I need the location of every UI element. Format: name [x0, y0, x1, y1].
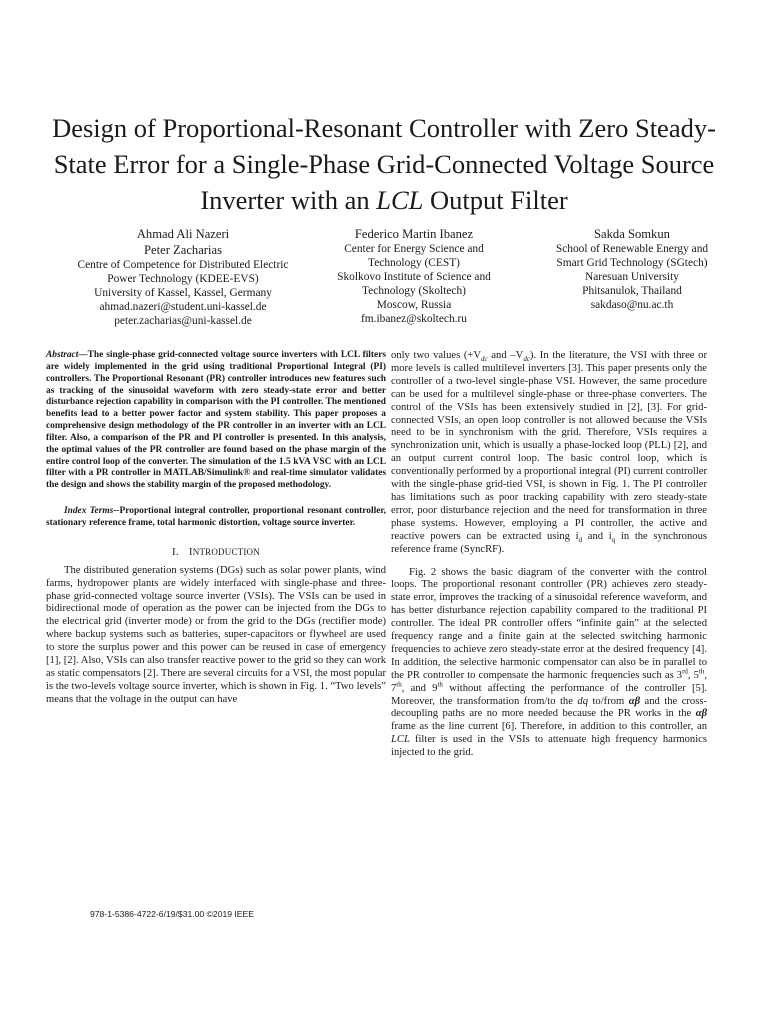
- author-name: Federico Martin Ibanez: [354, 227, 474, 241]
- section-heading: I. INTRODUCTION: [172, 545, 260, 558]
- affiliation-line: Technology (Skoltech): [362, 285, 466, 297]
- paper-title: Design of Proportional-Resonant Controller with Zero Steady-State Error for a Single-Phase Grid-Connected Voltage Source Inverter with an LCL Output Filter: [52, 113, 716, 215]
- affiliation-line: Technology (CEST): [368, 257, 460, 269]
- index-terms-lead: Index Terms: [64, 506, 114, 517]
- author-block-2: [316, 226, 512, 326]
- author-name: Peter Zacharias: [144, 243, 222, 257]
- affiliation-line: School of Renewable Energy and: [555, 243, 709, 255]
- index-terms-text: --Proportional integral controller, proportional resonant controller, stationary reference frame, total harmonic distortion, voltage source inverter.: [46, 506, 386, 528]
- abstract-text: —The single-phase grid-connected voltage source inverters with LCL filters are widely implemented in the grid using traditional Proportional Integral (PI) controllers. The Proportional Resonant (PR) controller introduces new features such as tracking of the sinusoidal waveform with zero steady-state error and better disturbance rejection capability in comparison with the PI controller. The mentioned benefits lead to a better power factor and system stability. This paper proposes a comprehensive design methodology of the PR controller in an inverter with an LCL filter. Also, a comparison of the PR and PI controller is presented. In this analysis, the optimal values of the PR controller are found based on the phase margin of the entire control loop of the converter. The simulation of the 1.5 kVA VSC with an LCL filter with a PR controller in MATLAB/Simulink® and real-time simulator validates the design and shows the stability margin of the proposed methodology.: [46, 350, 386, 491]
- author-block-1: [52, 226, 314, 328]
- index-terms: [46, 506, 386, 530]
- author-name: Sakda Somkun: [594, 227, 670, 241]
- author-block-3: [520, 226, 744, 312]
- copyright-footer: 978-1-5386-4722-6/19/$31.00 ©2019 IEEE: [90, 909, 255, 919]
- author-email: fm.ibanez@skoltech.ru: [360, 313, 467, 325]
- affiliation-line: Center for Energy Science and: [344, 243, 484, 255]
- affiliation-line: Phitsanulok, Thailand: [582, 285, 682, 297]
- affiliation-line: University of Kassel, Kassel, Germany: [94, 287, 272, 299]
- affiliation-line: Naresuan University: [585, 271, 679, 283]
- right-column: [391, 350, 707, 760]
- abstract: [46, 350, 386, 492]
- affiliation-line: Skolkovo Institute of Science and: [337, 271, 491, 283]
- left-column: [46, 350, 386, 707]
- abstract-lead: Abstract: [46, 350, 79, 360]
- author-email: ahmad.nazeri@student.uni-kassel.de: [99, 301, 267, 313]
- author-email: peter.zacharias@uni-kassel.de: [114, 315, 252, 327]
- affiliation-line: Centre of Competence for Distributed Electric: [77, 259, 289, 271]
- body-paragraph: only two values ($+V_{dc}$ and $-V_{dc}$). In the literature, the VSI with three or more levels is called multilevel inverters [3]. This paper presents only the controller of a two-level single-phase VSI. However, the same procedure can be used for a multilevel single-phase or three-phase converters. The control of the VSIs has been extensively studied in [2], [3]. For grid-connected VSIs, an open loop controller is not allowed because the VSIs need to be in synchronism with the grid. Therefore, VSIs requires a synchronization unit, which is usually a phase-locked loop (PLL) [2], and an output current control loop. The basic control loop, which is conventionally performed by a proportional integral (PI) current controller with the single-phase grid-tied VSI, is shown in Fig. 1. The PI controller has limitations such as poor tracking capability with zero steady-state error, poor disturbance rejection and the need for transformation in three phase systems. However, employing a PI controller, the active and reactive powers can be extracted using $i_d$ and $i_q$ in the synchronous reference frame (SyncRF).: [391, 350, 707, 555]
- affiliation-line: Smart Grid Technology (SGtech): [556, 257, 708, 269]
- intro-paragraph: The distributed generation systems (DGs) such as solar power plants, wind farms, hydropower plants are widely interfaced with single-phase and three-phase grid-connected voltage source inverter (VSIs). The VSIs can be used in bidirectional mode of operation as the power can be injected from the DGs to the electrical grid (inverter mode) or from the grid to the DGs (rectifier mode) where backup systems such as batteries, super-capacitors or flywheel are used to store the surplus power and this power can be reused in case of emergency [1], [2]. Also, VSIs can also transfer reactive power to the grid so they can work as static compensators [2]. There are several circuits for a VSI, the most popular is the two-levels voltage source inverter, which is shown in Fig. 1. “Two levels” means that the voltage in the output can have: [46, 564, 386, 705]
- author-name: Ahmad Ali Nazeri: [136, 227, 230, 241]
- affiliation-line: Moscow, Russia: [376, 299, 452, 311]
- body-paragraph: Fig. 2 shows the basic diagram of the converter with the control loops. The proportional resonant controller (PR) achieves zero steady-state error, improves the tracking of a sinusoidal reference waveform, and has better disturbance rejection capability compared to the traditional PI controller. The ideal PR controller offers “infinite gain” at the selected frequency range and a finite gain at the selected switching harmonic frequencies to achieve zero steady-state error at the desired frequency [4]. In addition, the selective harmonic compensator can also be in parallel to the PR controller to compensate the harmonic frequencies such as 3rd, 5th, 7th, and 9th without affecting the performance of the controller [5]. Moreover, the transformation from/to the dq to/from αβ and the cross-decoupling paths are no more needed because the PR works in the αβ frame as the line current [6]. Therefore, in addition to this controller, an LCL filter is used in the VSIs to attenuate high frequency harmonics injected to the grid.: [391, 566, 708, 759]
- author-email: sakdaso@nu.ac.th: [590, 299, 674, 311]
- affiliation-line: Power Technology (KDEE-EVS): [107, 273, 259, 285]
